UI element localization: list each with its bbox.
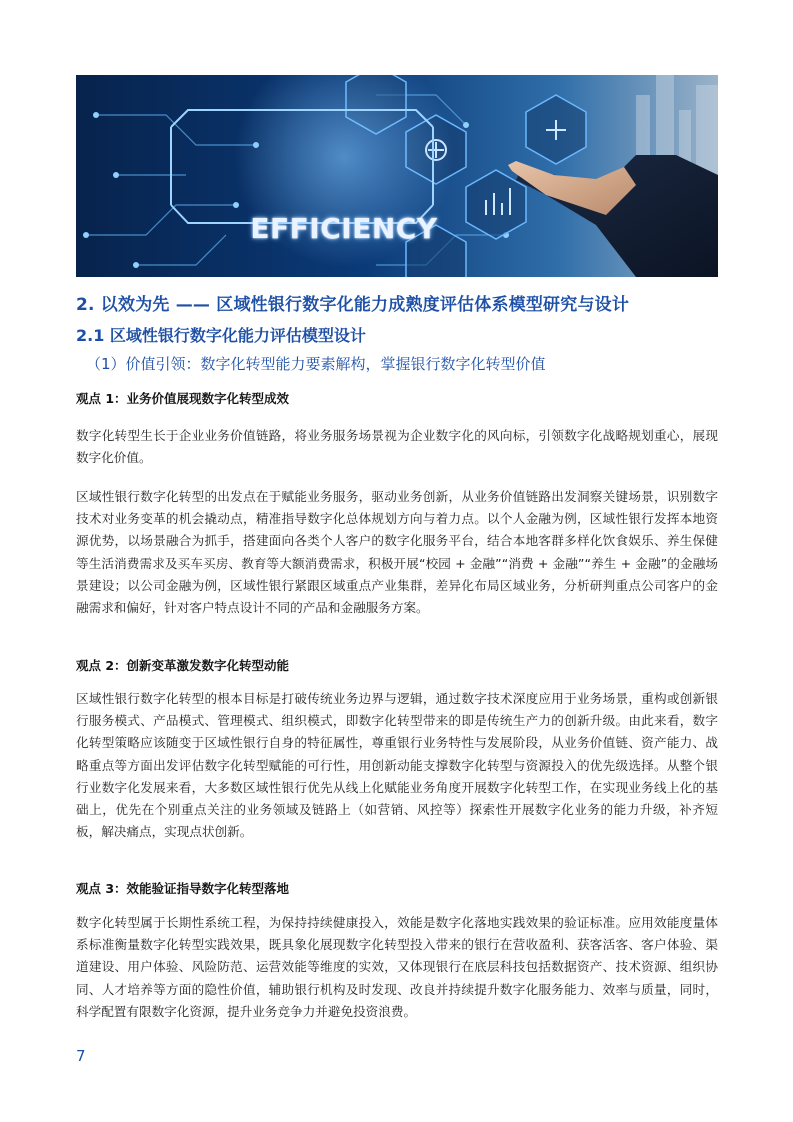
viewpoint-2-title: 观点 2：创新变革激发数字化转型动能 — [76, 658, 290, 673]
page-number: 7 — [76, 1047, 86, 1065]
hero-efficiency-text: EFFICIENCY — [250, 211, 438, 245]
viewpoint-2-paragraph-1: 区域性银行数字化转型的根本目标是打破传统业务边界与逻辑，通过数字技术深度应用于业务场景，重构或创新银行服务模式、产品模式、管理模式、组织模式，即数字化转型带来的即是传统生产力的创新升级。由此来看，数字化转型策略应该随变于区域性银行自身的特征属性，尊重银行业务特性与发展阶段，从业务价值链、资产能力、战略重点等方面出发评估数字化转型赋能的可行性，用创新动能支撑数字化转型与资源投入的优先级选择。从整个银行业数字化发展来看，大多数区域性银行优先从线上化赋能业务角度开展数字化转型工作，在实现业务线上化的基础上，优先在个别重点关注的业务领域及链路上（如营销、风控等）探索性开展数字化业务的能力升级，补齐短板，解决痛点，实现点状创新。 — [76, 691, 718, 840]
subsection-title: 2.1 区域性银行数字化能力评估模型设计 — [76, 326, 366, 345]
section-title: 2. 以效为先 —— 区域性银行数字化能力成熟度评估体系模型研究与设计 — [76, 295, 630, 315]
viewpoint-1-paragraph-2: 区域性银行数字化转型的出发点在于赋能业务服务，驱动业务创新，从业务价值链路出发洞察关键场景，识别数字技术对业务变革的机会撬动点，精准指导数字化总体规划方向与着力点。以个人金融为例，区域性银行发挥本地资源优势，以场景融合为抓手，搭建面向各类个人客户的数字化服务平台，结合本地客群多样化饮食娱乐、养生保健等生活消费需求及买车买房、教育等大额消费需求，积极开展“校园 + 金融”“消费 + 金融”“养生 + 金融”的金融场景建设；以公司金融为例，区域性银行紧跟区域重点产业集群，差异化布局区域业务，分析研判重点公司客户的金融需求和偏好，针对客户特点设计不同的产品和金融服务方案。 — [76, 489, 718, 616]
viewpoint-1-title: 观点 1：业务价值展现数字化转型成效 — [76, 391, 290, 406]
subsubsection-title: （1）价值引领：数字化转型能力要素解构，掌握银行数字化转型价值 — [86, 355, 546, 373]
viewpoint-3-title: 观点 3：效能验证指导数字化转型落地 — [76, 881, 290, 896]
viewpoint-1-paragraph-1: 数字化转型生长于企业业务价值链路，将业务服务场景视为企业数字化的风向标，引领数字化战略规划重心，展现数字化价值。 — [76, 428, 718, 466]
hero-image — [76, 75, 718, 277]
viewpoint-3-paragraph-1: 数字化转型属于长期性系统工程，为保持持续健康投入，效能是数字化落地实践效果的验证标准。应用效能度量体系标准衡量数字化转型实践效果，既具象化展现数字化转型投入带来的银行在营收盈利、获客活客、客户体验、渠道建设、用户体验、风险防范、运营效能等维度的实效，又体现银行在底层科技包括数据资产、技术资源、组织协同、人才培养等方面的隐性价值，辅助银行机构及时发现、改良并持续提升数字化服务能力、效率与质量，同时，科学配置有限数字化资源，提升业务竞争力并避免投资浪费。 — [76, 915, 718, 1019]
